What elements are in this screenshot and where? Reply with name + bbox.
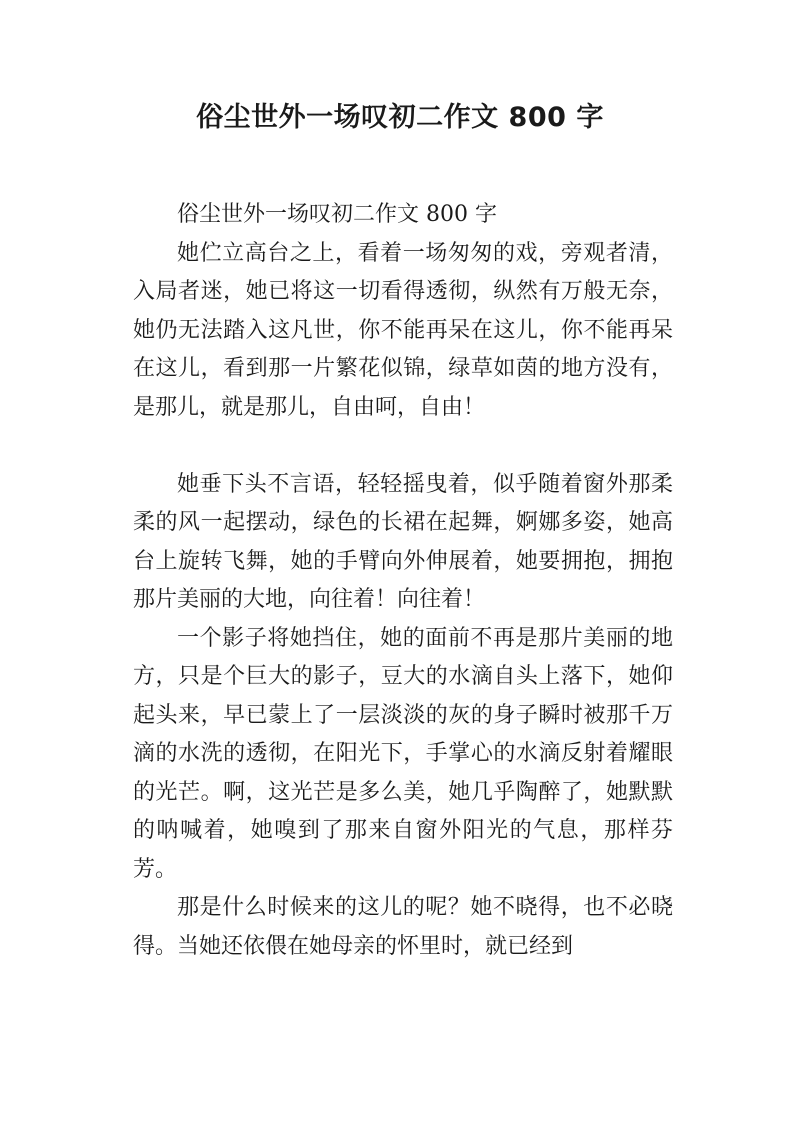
document-body: [133, 196, 673, 966]
paragraph-subtitle: 俗尘世外一场叹初二作文 800 字: [177, 202, 497, 227]
paragraph: 她垂下头不言语，轻轻摇曳着，似乎随着窗外那柔柔的风一起摆动，绿色的长裙在起舞，婀娜多姿，她高台上旋转飞舞，她的手臂向外伸展着，她要拥抱，拥抱那片美丽的大地，向往着！向往着！: [133, 471, 673, 612]
paragraph: 她伫立高台之上，看着一场匆匆的戏，旁观者清，入局者迷，她已将这一切看得透彻，纵然有万般无奈，她仍无法踏入这凡世，你不能再呆在这儿，你不能再呆在这儿，看到那一片繁花似锦，绿草如茵的地方没有，是那儿，就是那儿，自由呵，自由！: [133, 240, 673, 420]
paragraph: 一个影子将她挡住，她的面前不再是那片美丽的地方，只是个巨大的影子，豆大的水滴自头上落下，她仰起头来，早已蒙上了一层淡淡的灰的身子瞬时被那千万滴的水洗的透彻，在阳光下，手掌心的水滴反射着耀眼的光芒。啊，这光芒是多么美，她几乎陶醉了，她默默的呐喊着，她嗅到了那来自窗外阳光的气息，那样芬芳。: [133, 625, 673, 882]
document-title: 俗尘世外一场叹初二作文 800 字: [196, 102, 604, 133]
paragraph: 那是什么时候来的这儿的呢？她不晓得，也不必晓得。当她还依偎在她母亲的怀里时，就已经到: [133, 895, 673, 959]
